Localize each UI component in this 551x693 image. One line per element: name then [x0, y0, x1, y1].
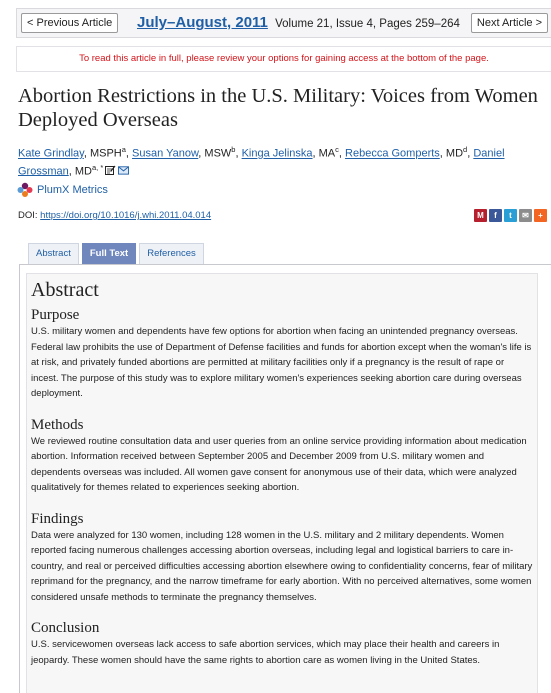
more-icon[interactable]: + — [534, 209, 547, 222]
plumx-metrics-link[interactable] — [17, 182, 108, 198]
access-notice: To read this article in full, please review your options for gaining access at the bottom of the page. — [16, 46, 551, 72]
email-icon[interactable]: ✉ — [519, 209, 532, 222]
issue-info — [137, 14, 460, 31]
section-text: Data were analyzed for 130 women, including 128 women in the U.S. military and 2 military dependents. Women reported facing numerous challenges accessing abortion overseas, including legal and logistical barriers to care in-country, and real or perceived difficulties accessing abortion elsewhere owing to confidentiality concerns, fear of military reprimand for the pregnancy, and the narrow timeframe for early abortion. With no perceived alternatives, some women considered unsafe methods to terminate the pregnancy themselves. — [31, 529, 533, 603]
tab-full-text[interactable]: Full Text — [82, 243, 136, 264]
issue-navigation-bar — [16, 8, 551, 38]
doi-link[interactable]: https://doi.org/10.1016/j.whi.2011.04.014 — [40, 210, 212, 221]
share-toolbar — [474, 209, 547, 222]
author-list: Kate Grindlay, MSPH$^a$, Susan Yanow, MSW$^b$, Kinga Jelinska, $MA^c$, Rebecca Gomperts, $MD^d$, Daniel Grossman, $MD^{a, *}$ — [18, 145, 505, 178]
article-tabs — [28, 243, 204, 264]
issue-date-link[interactable]: July–August, 2011 — [137, 14, 268, 31]
author-link[interactable]: Susan Yanow — [132, 147, 199, 160]
mendeley-icon[interactable]: M — [474, 209, 487, 222]
section-text: We reviewed routine consultation data and user queries from an online service providing information about medication abortion. Information received between September 2005 and December 2009 from U.S. military women and dependents overseas was included. All women gave consent for anonymous use of their data, which were analyzed qualitatively for themes related to experiences seeking abortion. — [31, 435, 527, 493]
twitter-icon[interactable]: t — [504, 209, 517, 222]
plumx-icon — [17, 182, 33, 198]
next-article-button[interactable]: Next Article > — [471, 13, 548, 33]
section-heading: Conclusion — [31, 620, 100, 636]
tab-abstract[interactable]: Abstract — [28, 243, 79, 264]
plumx-label: PlumX Metrics — [37, 184, 108, 196]
author-link[interactable]: Rebecca Gomperts — [345, 147, 440, 160]
section-heading: Purpose — [31, 307, 80, 323]
section-text: U.S. military women and dependents have few options for abortion when facing an unintended pregnancy overseas. Federal law prohibits the use of Department of Defense facilities and funds for abortion except when the woman's life is at risk, and privately funded abortions are permitted at military facilities only if a pregnancy is the result of rape or incest. The purpose of this study was to explore military women's experiences seeking abortion care during overseas deployment. — [31, 326, 532, 399]
section-heading: Methods — [31, 416, 84, 433]
tab-references[interactable]: References — [139, 243, 204, 264]
facebook-icon[interactable]: f — [489, 209, 502, 222]
abstract-panel — [26, 273, 538, 693]
abstract-heading: Abstract — [31, 279, 99, 301]
email-author-icon[interactable] — [118, 165, 129, 175]
author-link[interactable]: Daniel Grossman — [18, 147, 505, 178]
doi-label: DOI: — [18, 210, 41, 221]
section-text: U.S. servicewomen overseas lack access to safe abortion services, which may place their health and careers in jeopardy. These women should have the same rights to abortion care as women living in the United States. — [31, 639, 500, 666]
correspondence-icon[interactable] — [105, 165, 116, 175]
section-heading: Findings — [31, 510, 84, 527]
article-title: Abortion Restrictions in the U.S. Military: Voices from Women Deployed Overseas — [18, 85, 538, 131]
issue-details: Volume 21, Issue 4, Pages 259–264 — [275, 18, 460, 30]
previous-article-button[interactable]: < Previous Article — [21, 13, 118, 33]
doi-line — [18, 210, 211, 221]
author-link[interactable]: Kinga Jelinska — [241, 147, 313, 160]
author-link[interactable]: Kate Grindlay — [18, 147, 84, 160]
